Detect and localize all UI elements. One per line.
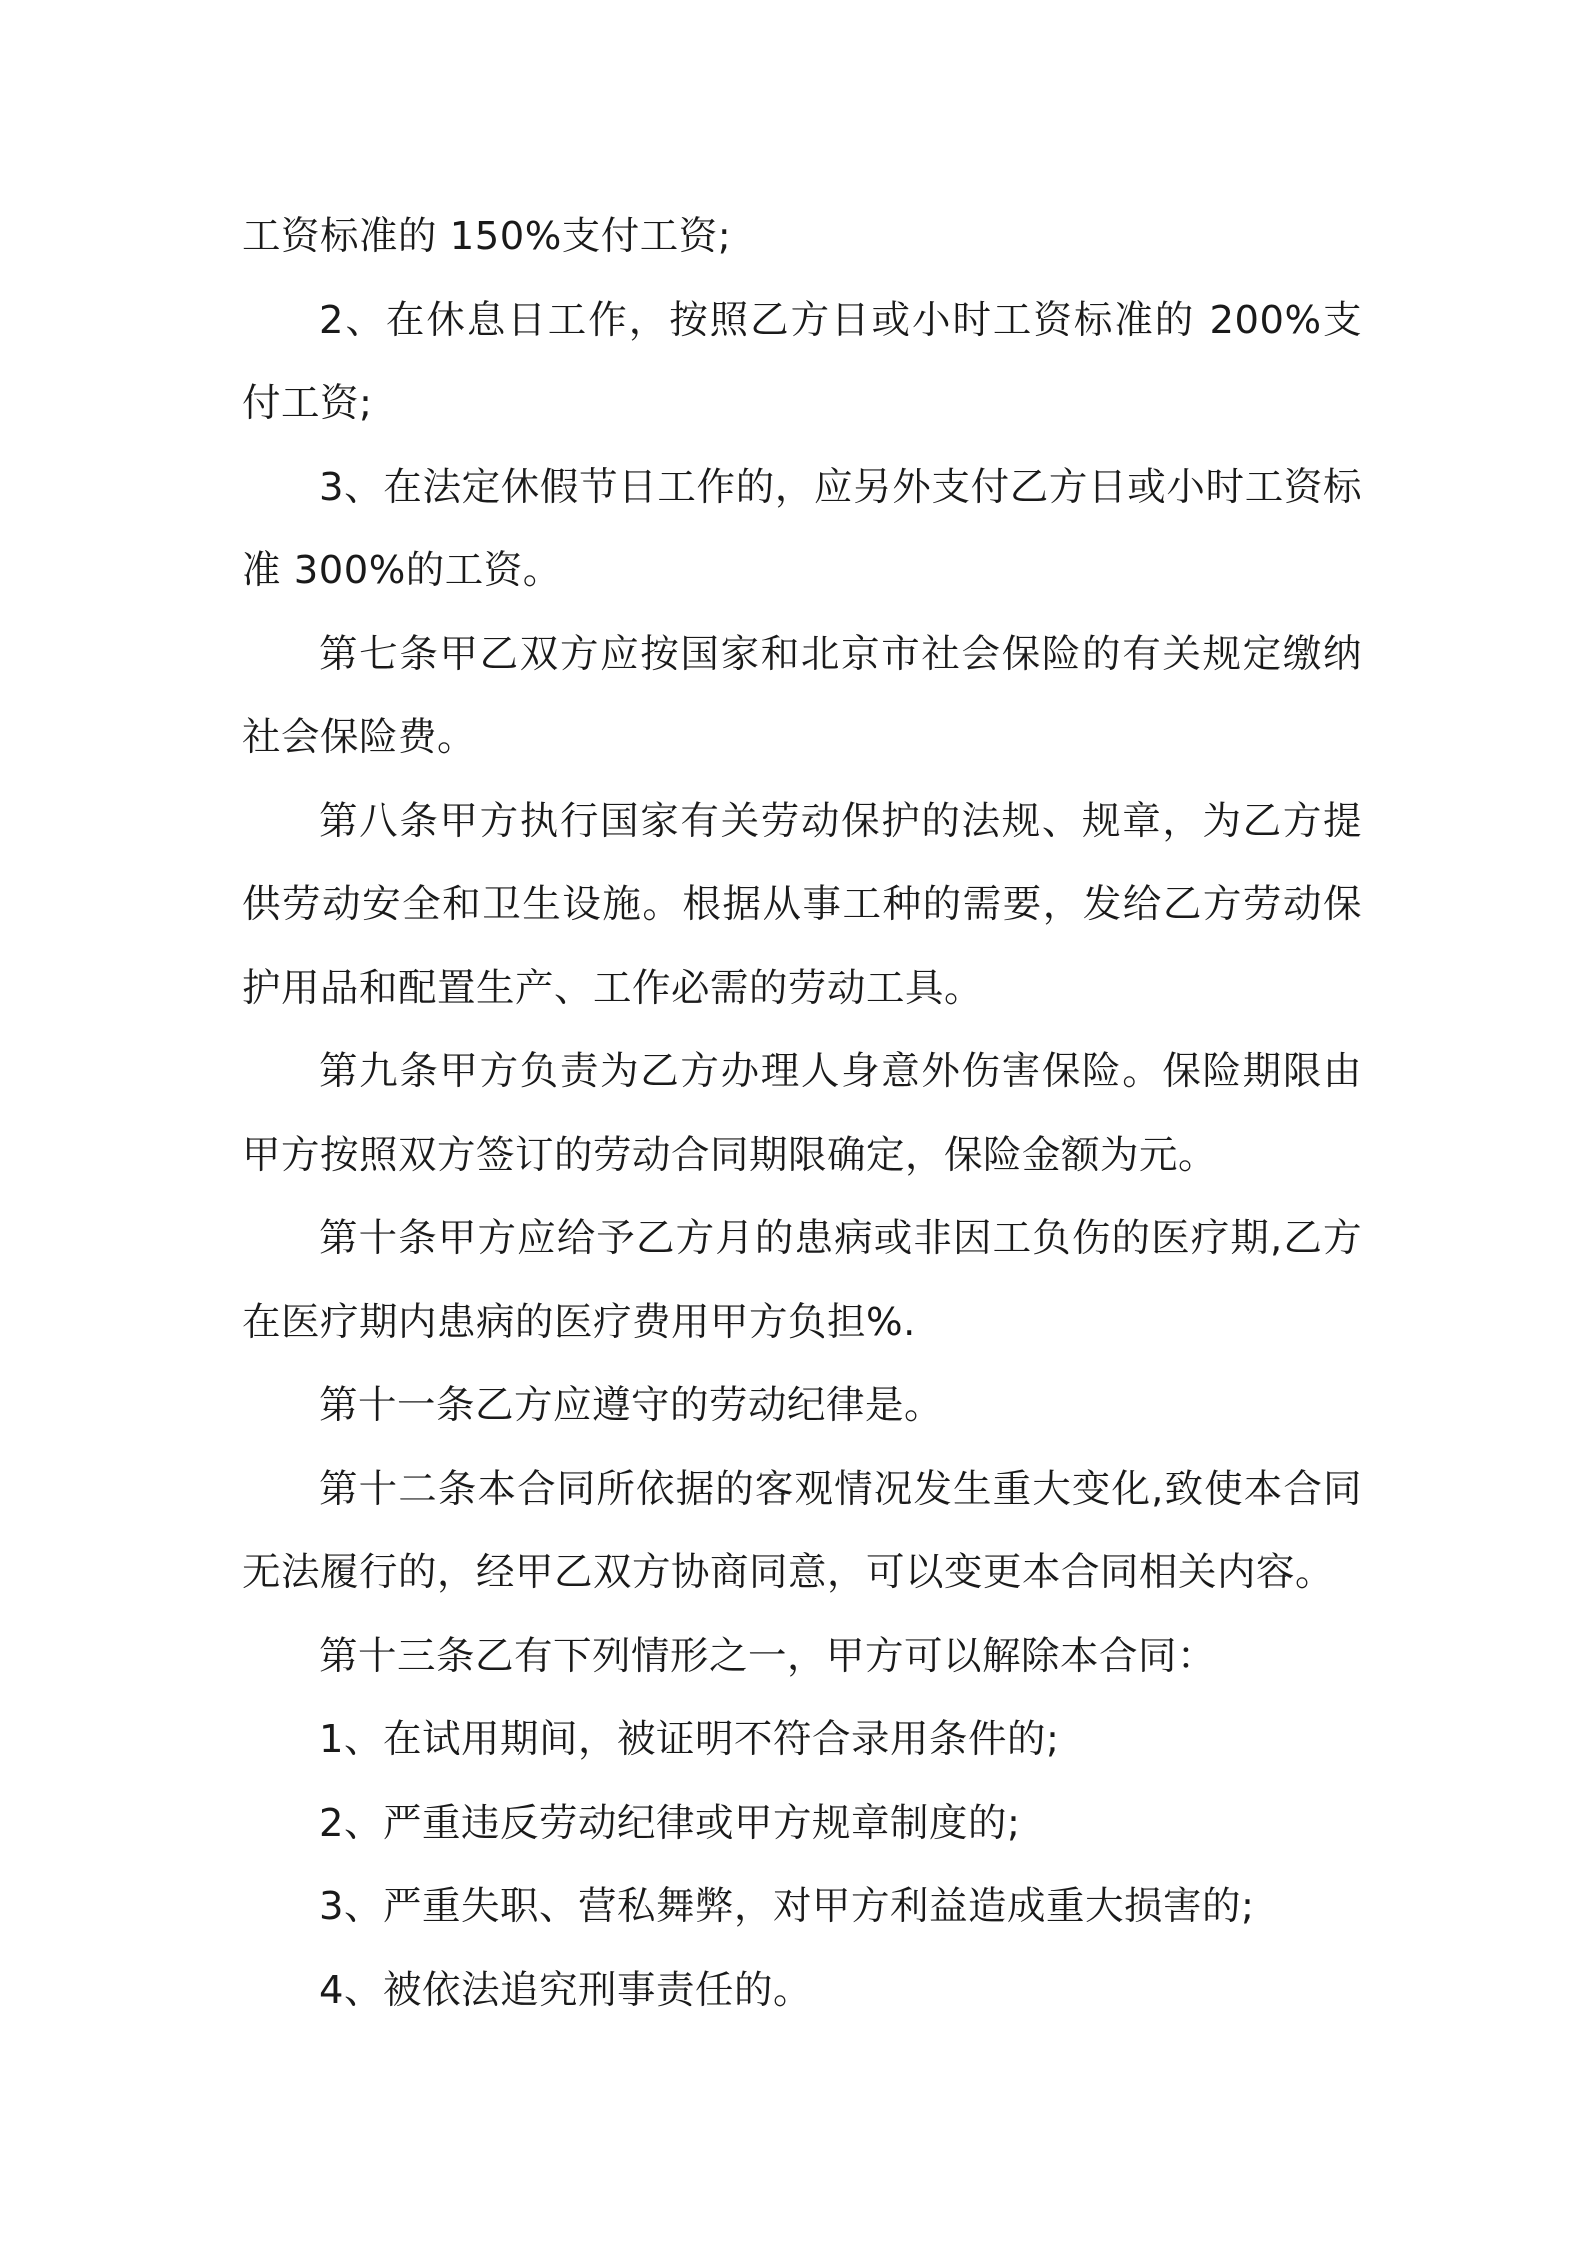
list-item-discipline: 2、严重违反劳动纪律或甲方规章制度的; (319, 1800, 1021, 1846)
paragraph-article-12: 第十二条本合同所依据的客观情况发生重大变化,致使本合同无法履行的，经甲乙双方协商同意，可以变更本合同相关内容。 (242, 1466, 1362, 1595)
paragraph-article-10: 第十条甲方应给予乙方月的患病或非因工负伤的医疗期,乙方在医疗期内患病的医疗费用甲方负担%. (242, 1216, 1362, 1345)
paragraph-article-8: 第八条甲方执行国家有关劳动保护的法规、规章，为乙方提供劳动安全和卫生设施。根据从事工种的需要，发给乙方劳动保护用品和配置生产、工作必需的劳动工具。 (242, 798, 1362, 1011)
list-item-criminal: 4、被依法追究刑事责任的。 (319, 1967, 812, 2013)
paragraph-article-7: 第七条甲乙双方应按国家和北京市社会保险的有关规定缴纳社会保险费。 (242, 631, 1362, 760)
paragraph-article-13: 第十三条乙有下列情形之一，甲方可以解除本合同： (319, 1633, 1217, 1679)
paragraph-wage-150: 工资标准的 150%支付工资; (242, 214, 732, 259)
document-body (242, 195, 1362, 2032)
paragraph-rest-day-200: 2、在休息日工作，按照乙方日或小时工资标准的 200%支付工资; (242, 297, 1362, 426)
paragraph-holiday-300: 3、在法定休假节日工作的，应另外支付乙方日或小时工资标准 300%的工资。 (242, 464, 1362, 593)
list-item-malpractice: 3、严重失职、营私舞弊，对甲方利益造成重大损害的; (319, 1884, 1255, 1929)
paragraph-article-9: 第九条甲方负责为乙方办理人身意外伤害保险。保险期限由甲方按照双方签订的劳动合同期限确定，保险金额为元。 (242, 1049, 1362, 1178)
list-item-probation: 1、在试用期间，被证明不符合录用条件的; (319, 1717, 1060, 1762)
paragraph-article-11: 第十一条乙方应遵守的劳动纪律是。 (319, 1383, 944, 1428)
